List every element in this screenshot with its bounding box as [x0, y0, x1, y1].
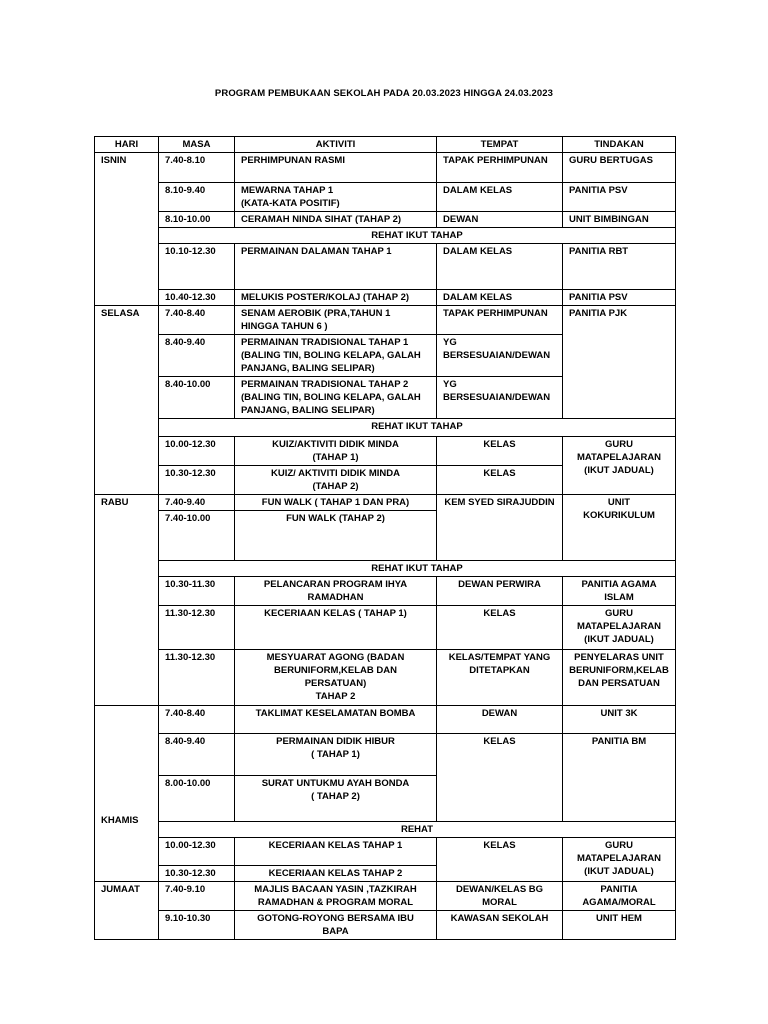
aktiviti-line: MESYUARAT AGONG (BADAN	[266, 652, 405, 663]
aktiviti-cell	[235, 650, 437, 706]
aktiviti-cell	[235, 734, 437, 776]
masa-cell: 11.30-12.30	[159, 606, 235, 650]
aktiviti-line: MAJLIS BACAAN YASIN ,TAZKIRAH	[254, 884, 417, 895]
aktiviti-line: (BALING TIN, BOLING KELAPA, GALAH	[241, 350, 421, 361]
aktiviti-line: ( TAHAP 1)	[311, 749, 360, 760]
tindakan-line: DAN PERSATUAN	[578, 678, 660, 689]
masa-cell: 8.40-9.40	[159, 734, 235, 776]
aktiviti-cell: CERAMAH NINDA SIHAT (TAHAP 2)	[235, 212, 437, 228]
masa-cell: 8.10-10.00	[159, 212, 235, 228]
aktiviti-cell: KECERIAAN KELAS TAHAP 1	[235, 838, 437, 866]
aktiviti-cell: MELUKIS POSTER/KOLAJ (TAHAP 2)	[235, 290, 437, 306]
masa-cell: 10.30-12.30	[159, 866, 235, 882]
aktiviti-cell	[235, 335, 437, 377]
aktiviti-line: PERSATUAN)	[304, 678, 367, 689]
tempat-line: MORAL	[482, 897, 517, 908]
tindakan-line: AGAMA/MORAL	[582, 897, 656, 908]
header-hari: HARI	[95, 137, 159, 153]
tindakan-cell	[563, 437, 676, 495]
table-row	[95, 734, 676, 776]
aktiviti-line: KUIZ/ AKTIVITI DIDIK MINDA	[271, 468, 400, 479]
tindakan-line: (IKUT JADUAL)	[584, 866, 654, 877]
aktiviti-line: PANJANG, BALING SELIPAR)	[241, 363, 375, 374]
tindakan-line: MATAPELAJARAN	[576, 452, 662, 463]
masa-cell: 8.40-10.00	[159, 377, 235, 419]
table-row	[95, 437, 676, 466]
tindakan-cell	[563, 882, 676, 911]
tempat-line: YG	[443, 337, 457, 348]
masa-cell: 7.40-9.10	[159, 882, 235, 911]
tindakan-line: (IKUT JADUAL)	[584, 634, 654, 645]
tempat-cell: DALAM KELAS	[437, 183, 563, 212]
rehat-label: REHAT IKUT TAHAP	[159, 561, 676, 577]
header-masa: MASA	[159, 137, 235, 153]
masa-cell: 10.40-12.30	[159, 290, 235, 306]
masa-cell: 7.40-9.40	[159, 495, 235, 511]
aktiviti-cell	[235, 377, 437, 419]
masa-cell: 10.00-12.30	[159, 437, 235, 466]
tempat-line: BERSESUAIAN/DEWAN	[443, 392, 551, 403]
rehat-row	[95, 822, 676, 838]
tempat-cell	[437, 650, 563, 706]
rehat-label: REHAT	[159, 822, 676, 838]
tindakan-cell: UNIT BIMBINGAN	[563, 212, 676, 228]
tindakan-line: MATAPELAJARAN	[576, 621, 662, 632]
aktiviti-line: (KATA-KATA POSITIF)	[241, 198, 340, 209]
table-row	[95, 495, 676, 511]
tempat-cell: KELAS	[437, 734, 563, 822]
masa-cell: 11.30-12.30	[159, 650, 235, 706]
tindakan-cell	[563, 606, 676, 650]
tindakan-cell	[563, 650, 676, 706]
tempat-cell: DALAM KELAS	[437, 290, 563, 306]
aktiviti-line: KUIZ/AKTIVITI DIDIK MINDA	[272, 439, 399, 450]
tindakan-cell: UNIT HEM	[563, 911, 676, 940]
aktiviti-cell	[235, 437, 437, 466]
tindakan-cell	[563, 495, 676, 561]
aktiviti-cell: FUN WALK (TAHAP 2)	[235, 511, 437, 561]
tindakan-cell: PANITIA BM	[563, 734, 676, 822]
header-tempat: TEMPAT	[437, 137, 563, 153]
rehat-label: REHAT IKUT TAHAP	[159, 228, 676, 244]
table-row	[95, 290, 676, 306]
tempat-cell: KELAS	[437, 437, 563, 466]
masa-cell: 7.40-8.40	[159, 706, 235, 734]
aktiviti-line: RAMADHAN & PROGRAM MORAL	[257, 897, 414, 908]
tempat-cell	[437, 335, 563, 377]
tempat-cell: TAPAK PERHIMPUNAN	[437, 306, 563, 335]
aktiviti-line: TAHAP 2	[315, 691, 356, 702]
day-jumaat: JUMAAT	[95, 882, 159, 940]
tempat-cell: KELAS	[437, 466, 563, 495]
aktiviti-line: PELANCARAN PROGRAM IHYA	[263, 579, 408, 590]
table-row	[95, 577, 676, 606]
tempat-line: BERSESUAIAN/DEWAN	[443, 350, 551, 361]
tindakan-line: ISLAM	[604, 592, 634, 603]
masa-cell: 8.10-9.40	[159, 183, 235, 212]
tindakan-cell: GURU BERTUGAS	[563, 153, 676, 183]
tempat-cell: DALAM KELAS	[437, 244, 563, 290]
tindakan-cell: PANITIA PSV	[563, 183, 676, 212]
masa-cell: 8.00-10.00	[159, 776, 235, 822]
masa-cell: 7.40-8.40	[159, 306, 235, 335]
aktiviti-cell	[235, 882, 437, 911]
rehat-label: REHAT IKUT TAHAP	[159, 419, 676, 437]
table-row	[95, 650, 676, 706]
tempat-cell: DEWAN PERWIRA	[437, 577, 563, 606]
aktiviti-line: RAMADHAN	[307, 592, 364, 603]
rehat-row	[95, 228, 676, 244]
aktiviti-line: HINGGA TAHUN 6 )	[241, 321, 328, 332]
table-row	[95, 911, 676, 940]
masa-cell: 8.40-9.40	[159, 335, 235, 377]
header-tindakan: TINDAKAN	[563, 137, 676, 153]
masa-cell: 9.10-10.30	[159, 911, 235, 940]
table-row	[95, 706, 676, 734]
table-row	[95, 838, 676, 866]
masa-cell: 7.40-8.10	[159, 153, 235, 183]
tindakan-line: UNIT	[607, 497, 631, 508]
aktiviti-line: GOTONG-ROYONG BERSAMA IBU	[257, 913, 414, 924]
aktiviti-line: BERUNIFORM,KELAB DAN	[274, 665, 397, 676]
table-row	[95, 153, 676, 183]
tempat-cell	[437, 377, 563, 419]
tempat-cell: DEWAN	[437, 706, 563, 734]
aktiviti-cell	[235, 183, 437, 212]
tempat-line: DEWAN/KELAS BG	[455, 884, 544, 895]
header-aktiviti: AKTIVITI	[235, 137, 437, 153]
tindakan-cell: PANITIA PSV	[563, 290, 676, 306]
tempat-cell: KEM SYED SIRAJUDDIN	[437, 495, 563, 561]
aktiviti-cell	[235, 911, 437, 940]
tempat-line: KELAS/TEMPAT YANG	[448, 652, 551, 663]
masa-cell: 10.00-12.30	[159, 838, 235, 866]
aktiviti-cell: KECERIAAN KELAS TAHAP 2	[235, 866, 437, 882]
rehat-row	[95, 561, 676, 577]
aktiviti-line: (BALING TIN, BOLING KELAPA, GALAH	[241, 392, 421, 403]
rehat-row	[95, 419, 676, 437]
tindakan-cell: PANITIA RBT	[563, 244, 676, 290]
tempat-cell: KAWASAN SEKOLAH	[437, 911, 563, 940]
day-isnin: ISNIN	[95, 153, 159, 306]
aktiviti-line: PERMAINAN TRADISIONAL TAHAP 1	[241, 337, 409, 348]
table-row	[95, 606, 676, 650]
table-row	[95, 882, 676, 911]
aktiviti-cell: PERMAINAN DALAMAN TAHAP 1	[235, 244, 437, 290]
tempat-cell: KELAS	[437, 606, 563, 650]
tindakan-line: PENYELARAS UNIT	[574, 652, 664, 663]
day-khamis: KHAMIS	[95, 706, 159, 882]
tindakan-line: GURU	[605, 608, 633, 619]
aktiviti-cell	[235, 577, 437, 606]
tindakan-line: GURU	[605, 439, 633, 450]
aktiviti-line: PANJANG, BALING SELIPAR)	[241, 405, 375, 416]
aktiviti-line: ( TAHAP 2)	[311, 791, 360, 802]
table-row	[95, 212, 676, 228]
table-row	[95, 183, 676, 212]
tindakan-line: KOKURIKULUM	[583, 510, 655, 521]
tempat-line: YG	[443, 379, 457, 390]
schedule-table	[94, 136, 676, 940]
masa-cell: 10.10-12.30	[159, 244, 235, 290]
table-header-row	[95, 137, 676, 153]
aktiviti-line: SURAT UNTUKMU AYAH BONDA	[261, 778, 410, 789]
tindakan-line: BERUNIFORM,KELAB	[569, 665, 669, 676]
tindakan-line: PANITIA AGAMA	[581, 579, 657, 590]
aktiviti-line: PERMAINAN TRADISIONAL TAHAP 2	[241, 379, 409, 390]
aktiviti-line: PERMAINAN DIDIK HIBUR	[276, 736, 395, 747]
tempat-cell: DEWAN	[437, 212, 563, 228]
table-row	[95, 306, 676, 335]
masa-cell: 7.40-10.00	[159, 511, 235, 561]
tempat-cell: KELAS	[437, 838, 563, 882]
day-rabu: RABU	[95, 495, 159, 706]
tindakan-cell: UNIT 3K	[563, 706, 676, 734]
table-row	[95, 244, 676, 290]
masa-cell: 10.30-12.30	[159, 466, 235, 495]
aktiviti-cell	[235, 776, 437, 822]
day-selasa: SELASA	[95, 306, 159, 495]
aktiviti-line: SENAM AEROBIK (PRA,TAHUN 1	[241, 308, 391, 319]
tindakan-line: PANITIA	[600, 884, 638, 895]
document-title: PROGRAM PEMBUKAAN SEKOLAH PADA 20.03.2023 HINGGA 24.03.2023	[214, 88, 554, 99]
tindakan-line: MATAPELAJARAN	[576, 853, 662, 864]
aktiviti-cell	[235, 306, 437, 335]
tindakan-line: (IKUT JADUAL)	[584, 465, 654, 476]
aktiviti-line: (TAHAP 2)	[312, 481, 359, 492]
aktiviti-line: BAPA	[322, 926, 349, 937]
aktiviti-cell: PERHIMPUNAN RASMI	[235, 153, 437, 183]
aktiviti-line: (TAHAP 1)	[312, 452, 359, 463]
tindakan-cell	[563, 577, 676, 606]
aktiviti-cell: TAKLIMAT KESELAMATAN BOMBA	[235, 706, 437, 734]
tempat-cell	[437, 882, 563, 911]
tempat-cell: TAPAK PERHIMPUNAN	[437, 153, 563, 183]
tempat-line: DITETAPKAN	[469, 665, 530, 676]
aktiviti-cell: KECERIAAN KELAS ( TAHAP 1)	[235, 606, 437, 650]
masa-cell: 10.30-11.30	[159, 577, 235, 606]
aktiviti-line: MEWARNA TAHAP 1	[241, 185, 334, 196]
aktiviti-cell	[235, 466, 437, 495]
tindakan-cell: PANITIA PJK	[563, 306, 676, 419]
aktiviti-cell: FUN WALK ( TAHAP 1 DAN PRA)	[235, 495, 437, 511]
tindakan-line: GURU	[605, 840, 633, 851]
tindakan-cell	[563, 838, 676, 882]
